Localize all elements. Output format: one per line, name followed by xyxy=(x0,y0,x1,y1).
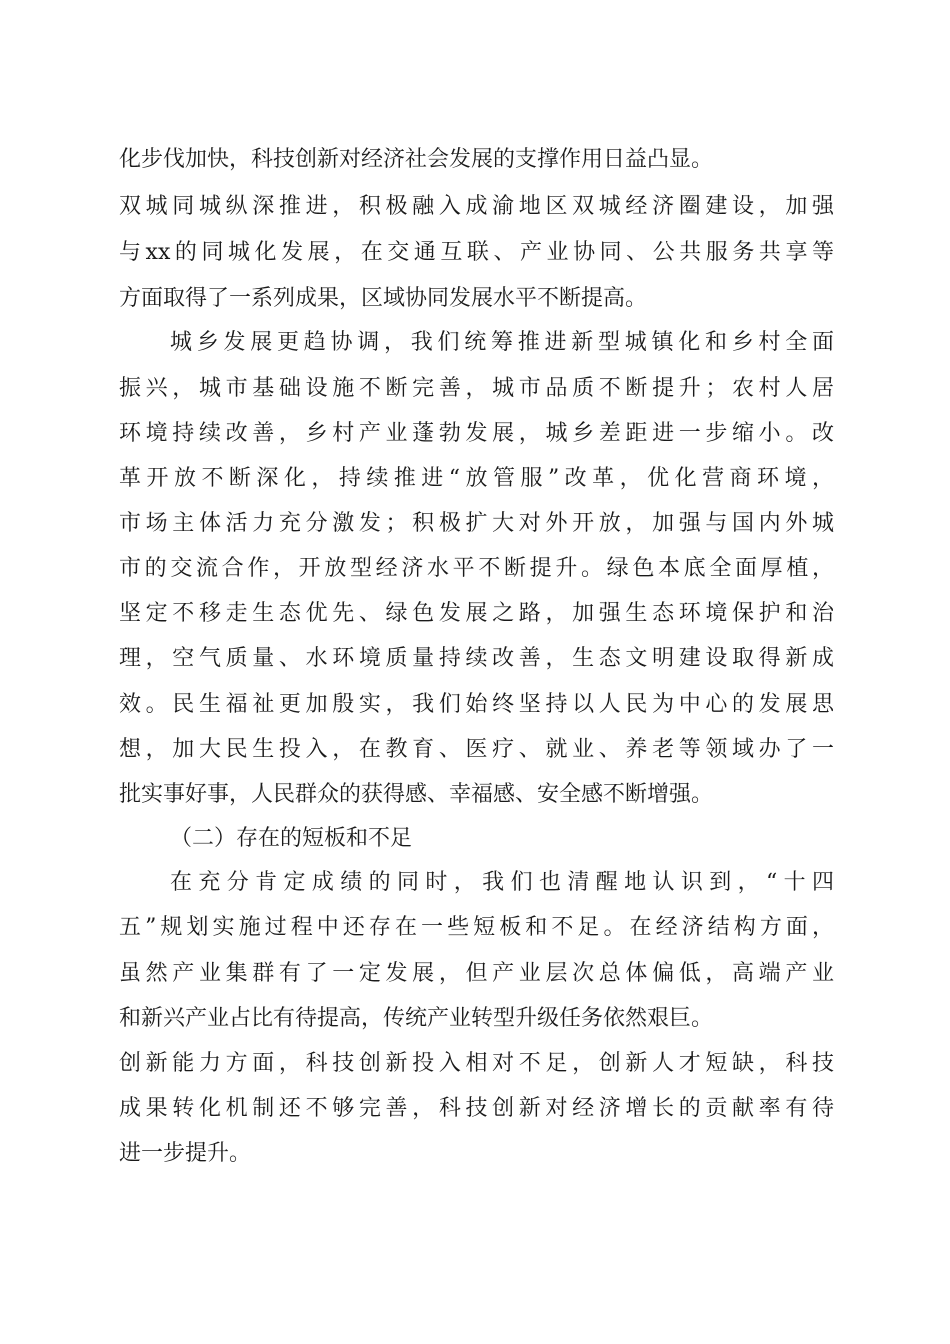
text-line: 理，空气质量、水环境质量持续改善，生态文明建设取得新成 xyxy=(119,646,834,671)
text-line: 进一步提升。 xyxy=(119,1141,252,1166)
text-line: 创新能力方面，科技创新投入相对不足，创新人才短缺，科技 xyxy=(119,1051,834,1076)
text-line: 虽然产业集群有了一定发展，但产业层次总体偏低，高端产业 xyxy=(119,961,834,986)
text-line: 批实事好事，人民群众的获得感、幸福感、安全感不断增强。 xyxy=(119,782,714,807)
text-line: 五”规划实施过程中还存在一些短板和不足。在经济结构方面， xyxy=(119,915,834,940)
section-heading: （二）存在的短板和不足 xyxy=(170,826,413,851)
text-line: 化步伐加快，科技创新对经济社会发展的支撑作用日益凸显。 xyxy=(119,147,714,172)
text-line: 坚定不移走生态优先、绿色发展之路，加强生态环境保护和治 xyxy=(119,601,834,626)
text-line: 市场主体活力充分激发；积极扩大对外开放，加强与国内外城 xyxy=(119,511,834,536)
text-line: 环境持续改善，乡村产业蓬勃发展，城乡差距进一步缩小。改 xyxy=(119,421,834,446)
text-line: 方面取得了一系列成果，区域协同发展水平不断提高。 xyxy=(119,286,648,311)
text-line: 与xx的同城化发展，在交通互联、产业协同、公共服务共享等 xyxy=(119,240,834,265)
paragraph-first-line: 在充分肯定成绩的同时，我们也清醒地认识到，“十四 xyxy=(170,870,834,895)
text-line: 想，加大民生投入，在教育、医疗、就业、养老等领域办了一 xyxy=(119,737,834,762)
text-line: 效。民生福祉更加殷实，我们始终坚持以人民为中心的发展思 xyxy=(119,692,834,717)
text-line: 双城同城纵深推进，积极融入成渝地区双城经济圈建设，加强 xyxy=(119,194,834,219)
paragraph-first-line: 城乡发展更趋协调，我们统筹推进新型城镇化和乡村全面 xyxy=(170,330,834,355)
text-line: 革开放不断深化，持续推进“放管服”改革，优化营商环境， xyxy=(119,466,834,491)
text-line: 和新兴产业占比有待提高，传统产业转型升级任务依然艰巨。 xyxy=(119,1006,714,1031)
text-line: 振兴，城市基础设施不断完善，城市品质不断提升；农村人居 xyxy=(119,376,834,401)
text-line: 成果转化机制还不够完善，科技创新对经济增长的贡献率有待 xyxy=(119,1096,834,1121)
text-line: 市的交流合作，开放型经济水平不断提升。绿色本底全面厚植， xyxy=(119,556,834,581)
